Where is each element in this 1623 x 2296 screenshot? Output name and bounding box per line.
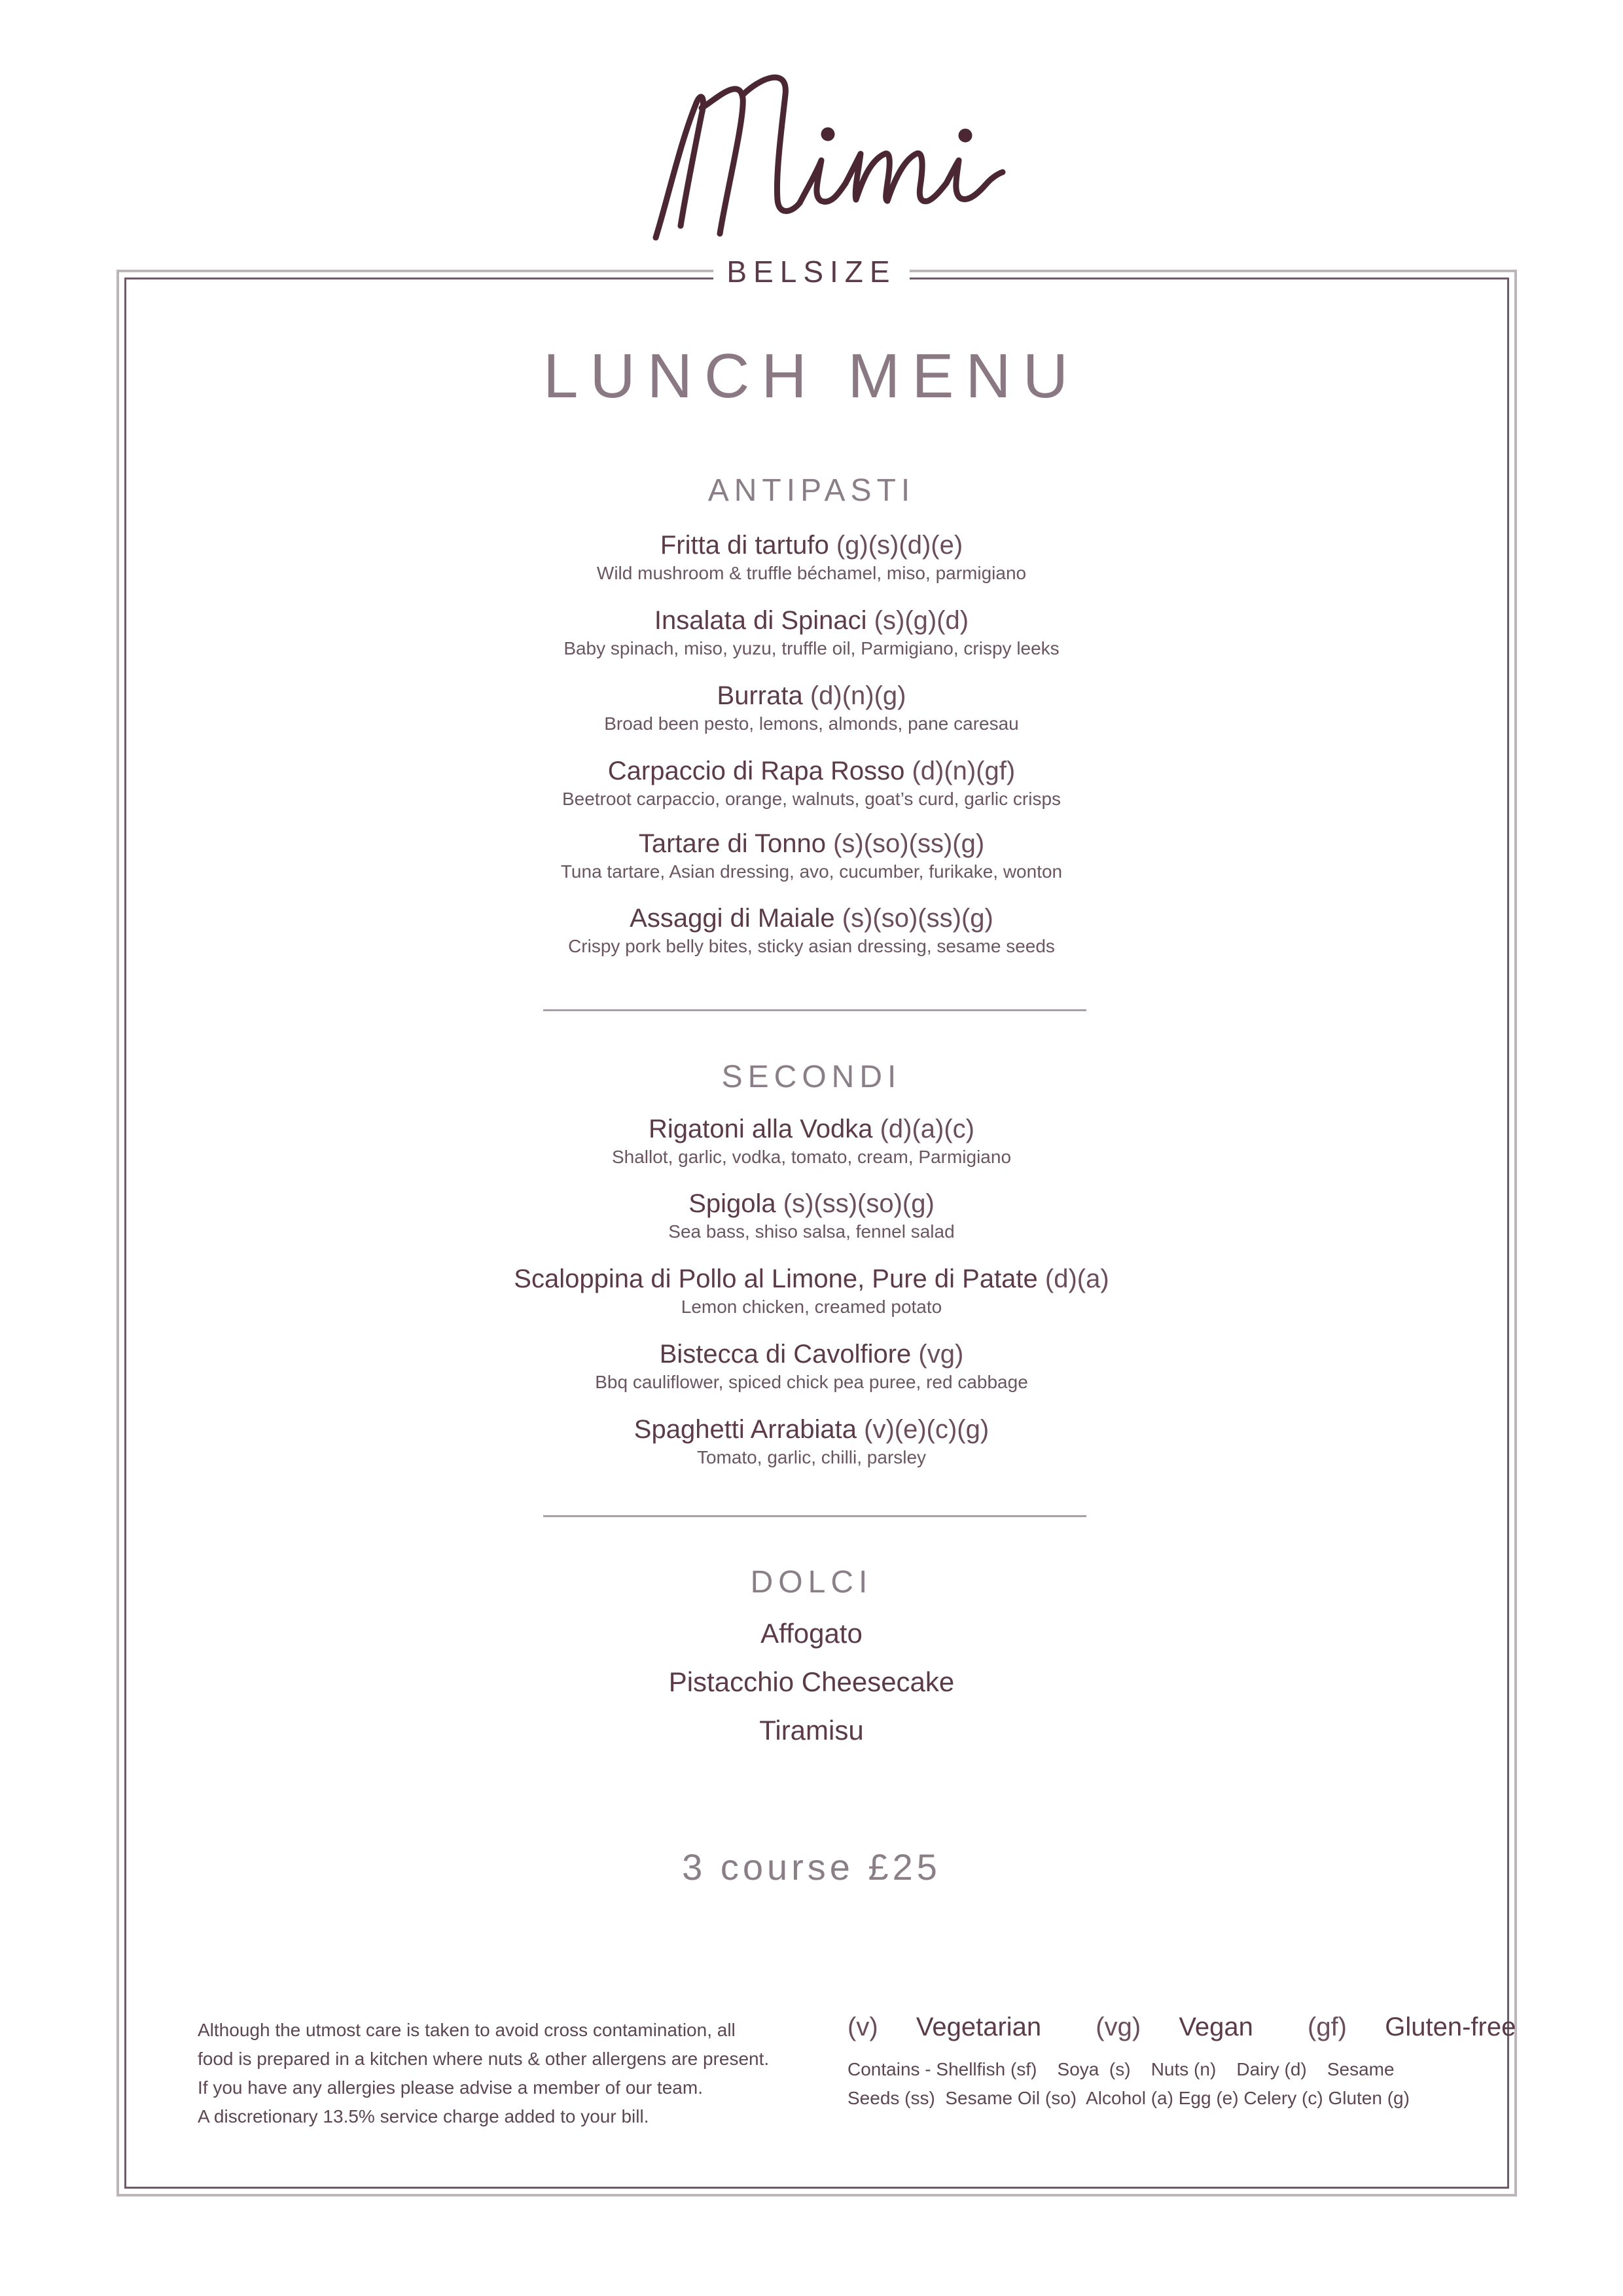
item-description: Crispy pork belly bites, sticky asian dressing, sesame seeds [568,936,1055,956]
logo [0,62,1623,272]
section-divider [543,1009,1086,1011]
menu-item [0,529,1623,585]
item-description: Tuna tartare, Asian dressing, avo, cucumber, furikake, wonton [560,861,1063,882]
item-name: Scaloppina di Pollo al Limone, Pure di Patate [514,1265,1038,1293]
item-allergens: (s)(g)(d) [874,606,969,635]
item-description: Wild mushroom & truffle béchamel, miso, parmigiano [596,563,1027,583]
item-name: Spaghetti Arrabiata [633,1415,857,1444]
item-name: Tartare di Tonno [638,829,826,858]
disclaimer-line: Although the utmost care is taken to avoid cross contamination, all [198,2020,736,2040]
disclaimer-line: If you have any allergies please advise a member of our team. [198,2077,703,2098]
item-allergens: (d)(a) [1044,1265,1109,1293]
legend-label: Gluten-free [1385,2013,1516,2041]
menu-item [0,604,1623,660]
section-heading-antipasti: ANTIPASTI [707,473,916,508]
item-name: Carpaccio di Rapa Rosso [607,757,905,785]
menu-item [0,1338,1623,1394]
legend-label: Vegan [1179,2013,1253,2041]
diet-legend [847,2013,1516,2042]
menu-item [0,902,1623,958]
item-name: Bistecca di Cavolfiore [659,1340,912,1369]
legend-line: Seeds (ss) Sesame Oil (so) Alcohol (a) Egg (e) Celery (c) Gluten (g) [847,2088,1410,2108]
item-allergens: (s)(so)(ss)(g) [842,904,993,933]
item-description: Baby spinach, miso, yuzu, truffle oil, Parmigiano, crispy leeks [563,638,1060,658]
page-title: LUNCH MENU [543,341,1080,411]
menu-item [0,679,1623,736]
section-heading-dolci: DOLCI [750,1565,873,1600]
item-name: Insalata di Spinaci [654,606,867,635]
allergen-legend [847,2055,1476,2113]
legend-code: (vg) [1096,2013,1141,2041]
menu-item [0,1263,1623,1319]
section-heading-secondi: SECONDI [721,1060,902,1094]
item-name: Assaggi di Maiale [630,904,835,933]
item-name: Spigola [688,1189,776,1218]
disclaimer-line: food is prepared in a kitchen where nuts & other allergens are present. [198,2049,770,2069]
item-description: Lemon chicken, creamed potato [681,1297,942,1317]
item-allergens: (d)(n)(gf) [912,757,1016,785]
section-divider [543,1515,1086,1517]
mimi-logo-script [628,62,1008,259]
legend-label: Vegetarian [916,2013,1042,2041]
legend-code: (v) [847,2013,878,2041]
item-name: Burrata [717,681,803,710]
item-allergens: (d)(a)(c) [880,1115,974,1143]
allergen-disclaimer [198,2016,852,2131]
course-price: 3 course £25 [682,1846,941,1888]
item-description: Beetroot carpaccio, orange, walnuts, goat’s curd, garlic crisps [562,789,1061,809]
item-allergens: (v)(e)(c)(g) [864,1415,990,1444]
item-allergens: (g)(s)(d)(e) [836,531,963,560]
brand-location-wrap [713,249,910,295]
disclaimer-line: A discretionary 13.5% service charge added to your bill. [198,2106,649,2126]
item-description: Bbq cauliflower, spiced chick pea puree, red cabbage [595,1372,1028,1392]
legend-line: Contains - Shellfish (sf) Soya (s) Nuts (n) Dairy (d) Sesame [847,2059,1395,2079]
item-allergens: (s)(ss)(so)(g) [783,1189,935,1218]
item-description: Sea bass, shiso salsa, fennel salad [668,1221,955,1242]
item-description: Shallot, garlic, vodka, tomato, cream, Parmigiano [611,1147,1012,1167]
item-name: Fritta di tartufo [660,531,829,560]
menu-item [0,827,1623,884]
menu-item [0,1113,1623,1169]
brand-location: BELSIZE [726,255,897,289]
menu-item [0,1413,1623,1469]
menu-item [0,755,1623,811]
item-name: Rigatoni alla Vodka [648,1115,873,1143]
item-description: Tomato, garlic, chilli, parsley [696,1447,927,1467]
dessert-item: Pistacchio Cheesecake [668,1666,955,1697]
menu-item [0,1187,1623,1244]
dessert-item: Affogato [760,1618,863,1649]
item-allergens: (s)(so)(ss)(g) [833,829,985,858]
item-allergens: (vg) [918,1340,964,1369]
legend-code: (gf) [1308,2013,1347,2041]
item-allergens: (d)(n)(g) [810,681,906,710]
item-description: Broad been pesto, lemons, almonds, pane caresau [604,713,1019,734]
dessert-item: Tiramisu [759,1715,864,1746]
